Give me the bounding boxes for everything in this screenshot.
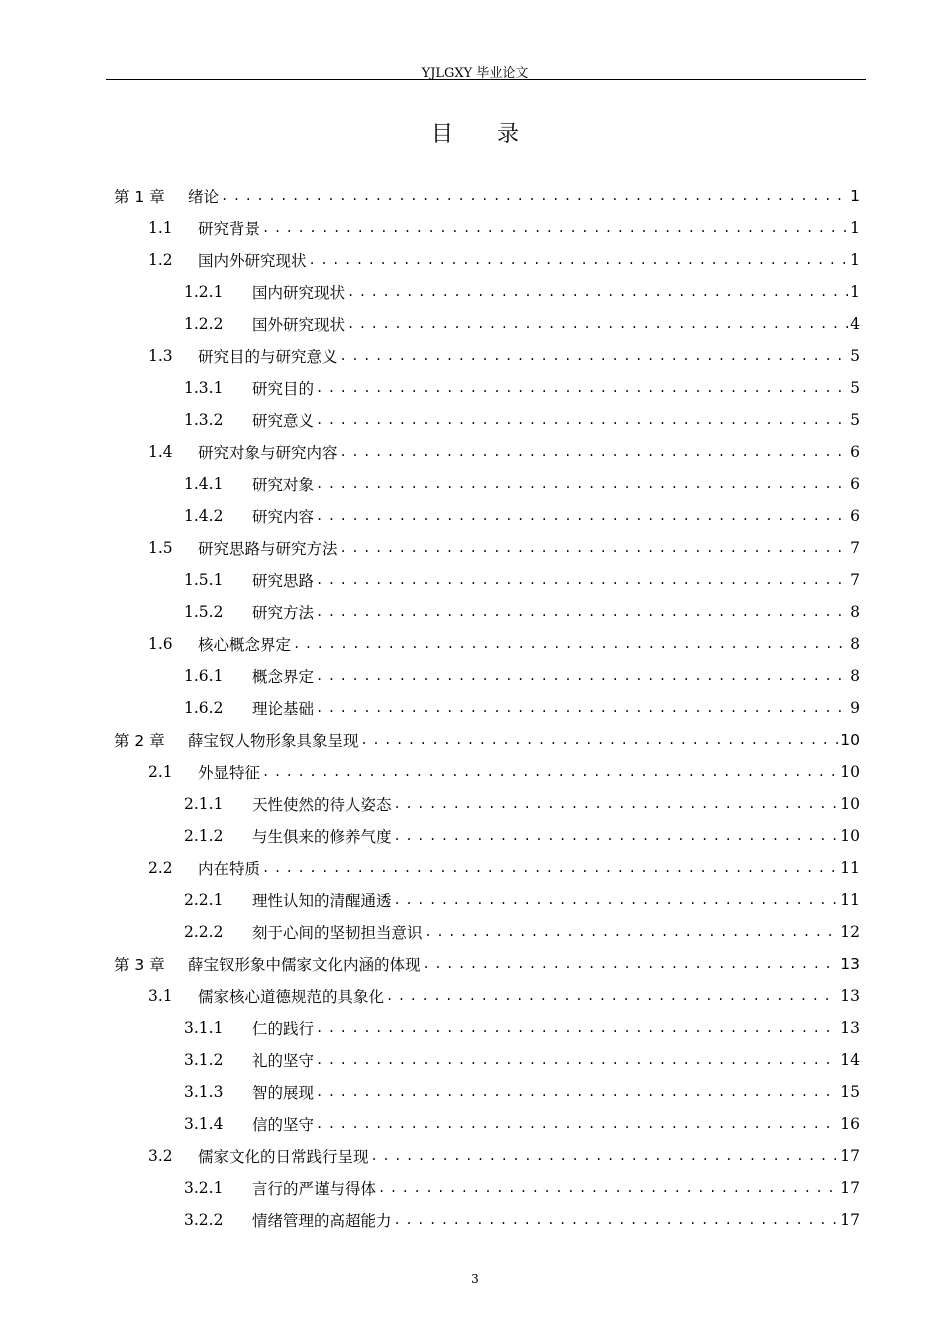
toc-entry-title: 言行的严谨与得体 <box>252 1180 377 1198</box>
toc-leader-dots <box>347 285 848 299</box>
toc-entry-number: 3.1.2 <box>184 1051 224 1069</box>
toc-leader-dots <box>293 637 848 651</box>
toc-entry[interactable] <box>184 308 860 340</box>
toc-entry-page: 6 <box>850 475 860 493</box>
toc-entry-page: 12 <box>840 923 860 941</box>
toc-entry[interactable] <box>148 340 860 372</box>
toc-entry-number: 1.3.2 <box>184 411 224 429</box>
toc-entry-number: 1.6.1 <box>184 667 224 685</box>
toc-entry[interactable] <box>184 1204 860 1236</box>
toc-leader-dots <box>340 349 849 363</box>
toc-entry-title: 研究对象 <box>252 476 315 494</box>
toc-entry-page: 10 <box>840 731 860 749</box>
toc-entry-title: 国内研究现状 <box>252 284 346 302</box>
toc-entry[interactable] <box>114 724 860 756</box>
toc-entry-page: 16 <box>840 1115 860 1133</box>
toc-entry-number: 2.2 <box>148 859 173 877</box>
toc-leader-dots <box>316 1117 838 1131</box>
toc-entry-number: 2.2.1 <box>184 891 224 909</box>
toc-entry[interactable] <box>184 596 860 628</box>
toc-entry[interactable] <box>148 852 860 884</box>
toc-leader-dots <box>316 669 848 683</box>
toc-entry[interactable] <box>148 244 860 276</box>
toc-entry-page: 1 <box>850 251 860 269</box>
toc-leader-dots <box>316 1053 838 1067</box>
toc-title: 目录 <box>430 122 563 147</box>
toc-leader-dots <box>309 253 849 267</box>
toc-entry-title: 研究内容 <box>252 508 315 526</box>
toc-leader-dots <box>423 957 839 971</box>
toc-entry-page: 4 <box>850 315 860 333</box>
toc-entry-page: 14 <box>840 1051 860 1069</box>
toc-entry-title: 研究目的 <box>252 380 315 398</box>
toc-entry[interactable] <box>148 756 860 788</box>
toc-leader-dots <box>316 605 848 619</box>
toc-leader-dots <box>394 797 839 811</box>
toc-entry[interactable] <box>148 532 860 564</box>
toc-entry-number: 1.4 <box>148 443 173 461</box>
toc-leader-dots <box>316 573 848 587</box>
toc-entry-number: 1.2.2 <box>184 315 224 333</box>
toc-entry-number: 第 1 章 <box>114 188 165 206</box>
toc-entry-title: 信的坚守 <box>252 1116 315 1134</box>
toc-leader-dots <box>340 541 849 555</box>
toc-entry-page: 17 <box>840 1211 860 1229</box>
toc-entry[interactable] <box>184 916 860 948</box>
toc-entry-title: 天性使然的待人姿态 <box>252 796 392 814</box>
toc-entry-page: 17 <box>840 1179 860 1197</box>
toc-entry-page: 7 <box>850 571 860 589</box>
toc-entry[interactable] <box>184 1076 860 1108</box>
toc-entry-number: 1.6 <box>148 635 173 653</box>
toc-entry-page: 10 <box>840 827 860 845</box>
toc-entry-page: 13 <box>840 1019 860 1037</box>
toc-entry[interactable] <box>184 468 860 500</box>
toc-entry-title: 智的展现 <box>252 1084 315 1102</box>
toc-entry-number: 3.1 <box>148 987 173 1005</box>
toc-entry-page: 6 <box>850 507 860 525</box>
toc-entry-title: 礼的坚守 <box>252 1052 315 1070</box>
toc-entry-title: 研究思路与研究方法 <box>198 540 338 558</box>
toc-entry-title: 研究背景 <box>198 220 261 238</box>
toc-entry-title: 薛宝钗形象中儒家文化内涵的体现 <box>188 956 421 974</box>
toc-entry-number: 第 3 章 <box>114 956 165 974</box>
toc-entry[interactable] <box>184 1172 860 1204</box>
toc-entry[interactable] <box>184 788 860 820</box>
header-title: YJLGXY 毕业论文 <box>421 66 529 81</box>
toc-entry[interactable] <box>184 564 860 596</box>
toc-entry-number: 1.5 <box>148 539 173 557</box>
toc-entry-title: 外显特征 <box>198 764 261 782</box>
toc-leader-dots <box>425 925 839 939</box>
toc-entry-number: 3.2 <box>148 1147 173 1165</box>
toc-entry-page: 9 <box>850 699 860 717</box>
toc-entry-title: 研究方法 <box>252 604 315 622</box>
toc-entry-number: 3.2.2 <box>184 1211 224 1229</box>
toc-entry-title: 概念界定 <box>252 668 315 686</box>
toc-entry-page: 6 <box>850 443 860 461</box>
toc-entry[interactable] <box>184 372 860 404</box>
toc-entry-title: 研究意义 <box>252 412 315 430</box>
toc-leader-dots <box>262 861 838 875</box>
toc-entry-number: 3.1.4 <box>184 1115 224 1133</box>
toc-leader-dots <box>221 189 848 203</box>
toc-entry[interactable] <box>148 980 860 1012</box>
toc-entry-title: 国内外研究现状 <box>198 252 307 270</box>
toc-entry[interactable] <box>184 276 860 308</box>
toc-leader-dots <box>340 445 849 459</box>
toc-entry-number: 1.6.2 <box>184 699 224 717</box>
toc-entry-title: 核心概念界定 <box>198 636 292 654</box>
toc-leader-dots <box>316 509 848 523</box>
toc-entry-page: 8 <box>850 635 860 653</box>
toc-entry-title: 情绪管理的高超能力 <box>252 1212 392 1230</box>
toc-leader-dots <box>262 765 838 779</box>
toc-entry[interactable] <box>184 1012 860 1044</box>
toc-entry[interactable] <box>184 404 860 436</box>
toc-leader-dots <box>347 317 848 331</box>
toc-entry-page: 8 <box>850 667 860 685</box>
toc-entry-number: 1.5.2 <box>184 603 224 621</box>
toc-entry-title: 研究对象与研究内容 <box>198 444 338 462</box>
toc-entry-page: 1 <box>850 187 860 205</box>
toc-entry-number: 1.1 <box>148 219 173 237</box>
toc-entry[interactable] <box>184 692 860 724</box>
toc-leader-dots <box>386 989 838 1003</box>
toc-entry-number: 1.4.2 <box>184 507 224 525</box>
toc-entry-number: 第 2 章 <box>114 732 165 750</box>
toc-entry[interactable] <box>148 1140 860 1172</box>
toc-entry-page: 7 <box>850 539 860 557</box>
toc-entry-title: 研究目的与研究意义 <box>198 348 338 366</box>
toc-leader-dots <box>316 413 848 427</box>
toc-entry-title: 刻于心间的坚韧担当意识 <box>252 924 423 942</box>
toc-entry[interactable] <box>184 660 860 692</box>
toc-entry[interactable] <box>148 212 860 244</box>
toc-entry-page: 10 <box>840 763 860 781</box>
toc-entry-number: 1.2 <box>148 251 173 269</box>
toc-leader-dots <box>316 1021 838 1035</box>
toc-entry-page: 5 <box>850 347 860 365</box>
toc-entry-number: 3.2.1 <box>184 1179 224 1197</box>
toc-leader-dots <box>262 221 848 235</box>
toc-entry-page: 5 <box>850 411 860 429</box>
toc-leader-dots <box>394 1213 839 1227</box>
toc-leader-dots <box>394 829 839 843</box>
toc-entry-page: 11 <box>840 859 860 877</box>
toc-entry-title: 儒家文化的日常践行呈现 <box>198 1148 369 1166</box>
toc-leader-dots <box>394 893 839 907</box>
toc-entry[interactable] <box>114 180 860 212</box>
toc-entry-page: 1 <box>850 283 860 301</box>
toc-entry-number: 1.5.1 <box>184 571 224 589</box>
toc-leader-dots <box>316 701 848 715</box>
toc-entry[interactable] <box>184 500 860 532</box>
toc-entry-page: 17 <box>840 1147 860 1165</box>
toc-entry-number: 3.1.3 <box>184 1083 224 1101</box>
toc-entry[interactable] <box>184 1108 860 1140</box>
toc-entry-title: 研究思路 <box>252 572 315 590</box>
toc-leader-dots <box>361 733 839 747</box>
toc-entry[interactable] <box>184 1044 860 1076</box>
toc-entry[interactable] <box>148 628 860 660</box>
toc-entry-number: 2.1.2 <box>184 827 224 845</box>
toc-leader-dots <box>316 1085 838 1099</box>
toc-entry-title: 仁的践行 <box>252 1020 315 1038</box>
toc-entry[interactable] <box>184 884 860 916</box>
toc-entry-page: 10 <box>840 795 860 813</box>
toc-entry[interactable] <box>184 820 860 852</box>
toc-entry[interactable] <box>148 436 860 468</box>
toc-entry-number: 2.2.2 <box>184 923 224 941</box>
toc-entry[interactable] <box>114 948 860 980</box>
toc-entry-title: 国外研究现状 <box>252 316 346 334</box>
toc-entry-page: 15 <box>840 1083 860 1101</box>
toc-entry-page: 13 <box>840 955 860 973</box>
toc-entry-page: 13 <box>840 987 860 1005</box>
toc-leader-dots <box>371 1149 839 1163</box>
toc-entry-page: 5 <box>850 379 860 397</box>
toc-entry-number: 1.2.1 <box>184 283 224 301</box>
toc-entry-page: 1 <box>850 219 860 237</box>
toc-leader-dots <box>316 381 848 395</box>
page-number: 3 <box>471 1272 479 1286</box>
toc-entry-title: 理性认知的清醒通透 <box>252 892 392 910</box>
toc-entry-title: 绪论 <box>188 188 220 206</box>
toc-entry-number: 1.3 <box>148 347 173 365</box>
toc-entry-title: 儒家核心道德规范的具象化 <box>198 988 385 1006</box>
toc-entry-title: 内在特质 <box>198 860 261 878</box>
toc-entry-title: 薛宝钗人物形象具象呈现 <box>188 732 359 750</box>
toc-entry-number: 1.3.1 <box>184 379 224 397</box>
header-rule <box>106 79 866 80</box>
toc-entry-page: 8 <box>850 603 860 621</box>
toc-entry-number: 3.1.1 <box>184 1019 224 1037</box>
toc-entry-number: 2.1.1 <box>184 795 224 813</box>
toc-entry-title: 理论基础 <box>252 700 315 718</box>
toc-entry-title: 与生俱来的修养气度 <box>252 828 392 846</box>
toc-entry-page: 11 <box>840 891 860 909</box>
toc-entry-number: 2.1 <box>148 763 173 781</box>
toc-leader-dots <box>316 477 848 491</box>
toc-leader-dots <box>378 1181 838 1195</box>
toc-entry-number: 1.4.1 <box>184 475 224 493</box>
